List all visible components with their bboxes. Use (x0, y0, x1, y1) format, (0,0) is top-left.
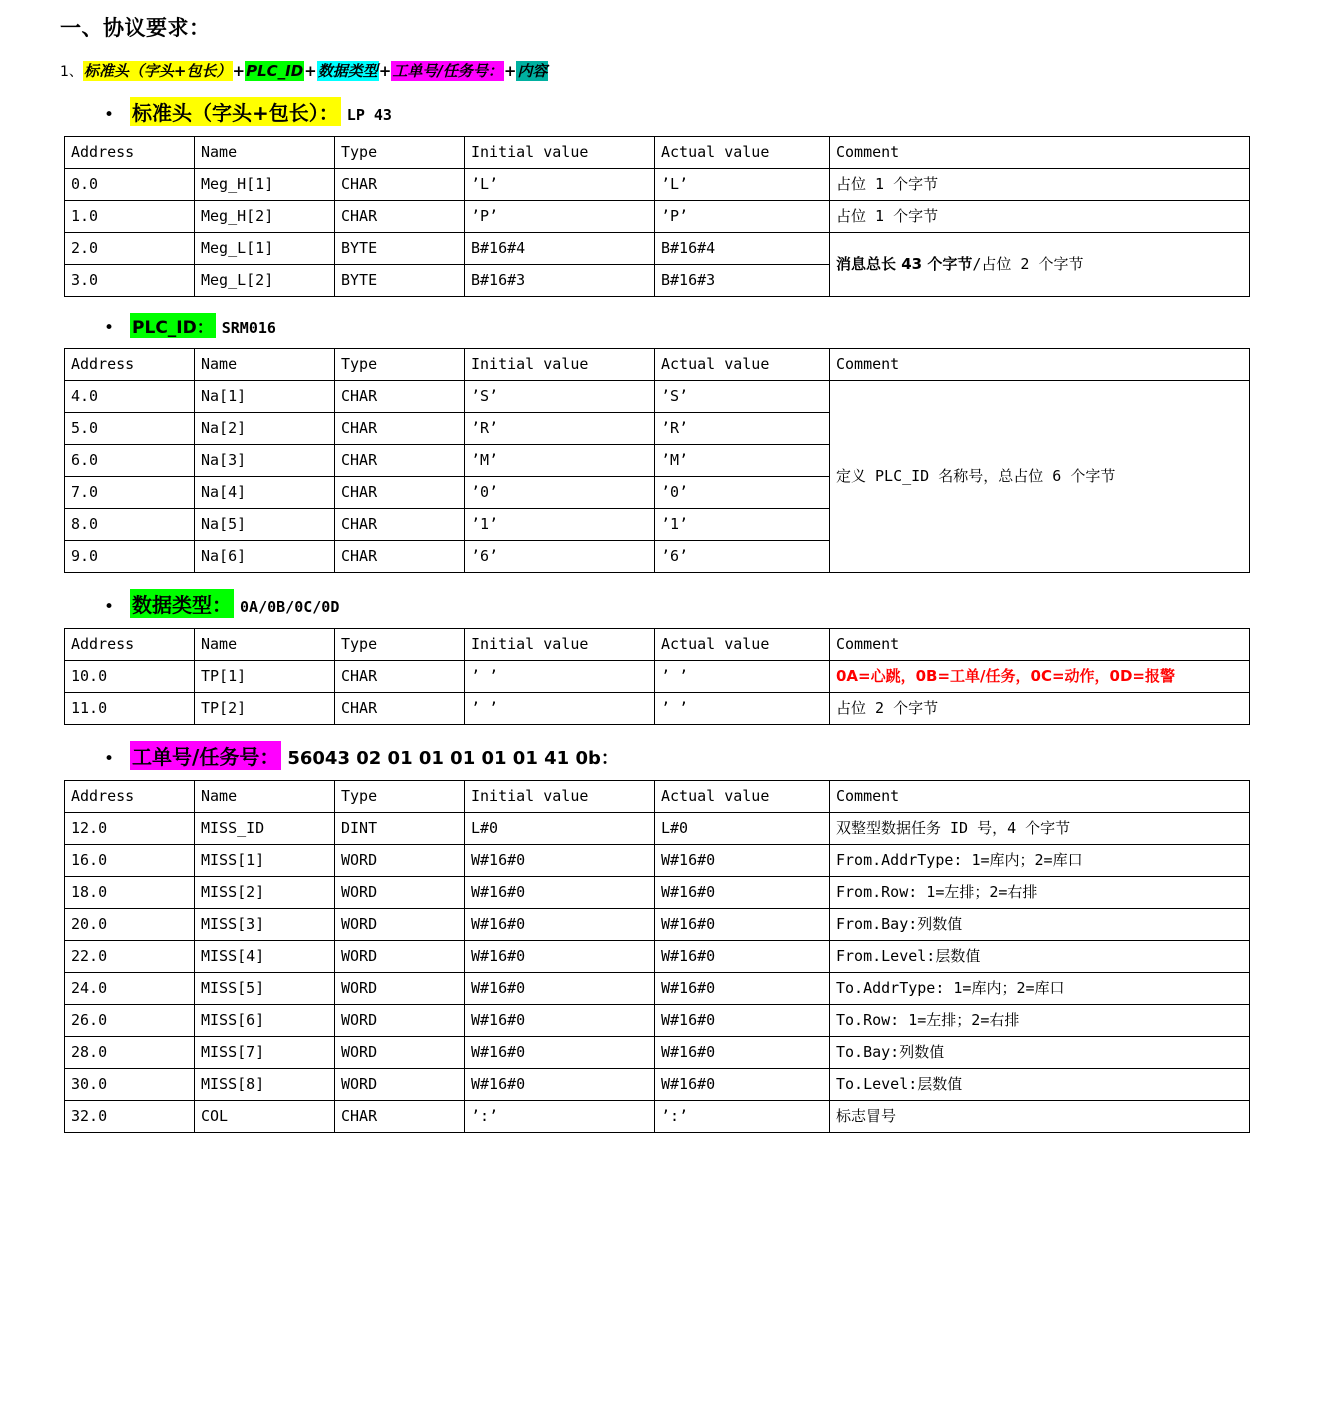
table-row (65, 1101, 1250, 1133)
cell-address: 4.0 (65, 381, 195, 413)
table-row (65, 693, 1250, 725)
col-actual-value: Actual value (655, 629, 830, 661)
plus-2: + (304, 62, 317, 80)
col-address: Address (65, 629, 195, 661)
segment-plc-id: PLC_ID (246, 62, 304, 80)
segment-task-no: 工单号/任务号： (392, 62, 503, 80)
block-heading-plc-id (104, 313, 1292, 338)
table-row (65, 877, 1250, 909)
table-row (65, 845, 1250, 877)
cell-comment: 标志冒号 (830, 1101, 1250, 1133)
cell-address: 6.0 (65, 445, 195, 477)
bullet-icon: • (104, 105, 115, 125)
cell-actual: W#16#0 (655, 877, 830, 909)
cell-initial: ’ ’ (465, 661, 655, 693)
table-task-no-block (64, 780, 1250, 1133)
cell-actual: ’L’ (655, 169, 830, 201)
bullet-icon: • (104, 749, 115, 769)
cell-initial: ’R’ (465, 413, 655, 445)
table-row (65, 381, 1250, 413)
col-address: Address (65, 137, 195, 169)
segment-data-type: 数据类型 (317, 62, 378, 80)
cell-name: Na[1] (195, 381, 335, 413)
plus-3: + (378, 62, 392, 80)
cell-address: 3.0 (65, 265, 195, 297)
cell-address: 0.0 (65, 169, 195, 201)
cell-name: MISS[4] (195, 941, 335, 973)
cell-type: CHAR (335, 477, 465, 509)
block-title-data-type: 数据类型： (130, 589, 234, 618)
col-address: Address (65, 349, 195, 381)
cell-name: MISS[1] (195, 845, 335, 877)
cell-comment: 0A=心跳，0B=工单/任务，0C=动作，0D=报警 (830, 661, 1250, 693)
plus-1: + (232, 62, 246, 80)
cell-actual: ’6’ (655, 541, 830, 573)
list-number: 1、 (60, 64, 83, 80)
cell-actual: ’0’ (655, 477, 830, 509)
cell-address: 28.0 (65, 1037, 195, 1069)
col-actual-value: Actual value (655, 137, 830, 169)
cell-comment: To.Row: 1=左排；2=右排 (830, 1005, 1250, 1037)
cell-initial: W#16#0 (465, 877, 655, 909)
cell-initial: W#16#0 (465, 1069, 655, 1101)
cell-actual: W#16#0 (655, 1005, 830, 1037)
col-initial-value: Initial value (465, 137, 655, 169)
col-initial-value: Initial value (465, 629, 655, 661)
table-header-row (65, 629, 1250, 661)
cell-comment: From.AddrType: 1=库内；2=库口 (830, 845, 1250, 877)
cell-address: 12.0 (65, 813, 195, 845)
cell-initial: L#0 (465, 813, 655, 845)
block-value-header: LP 43 (346, 106, 392, 124)
col-name: Name (195, 781, 335, 813)
col-initial-value: Initial value (465, 781, 655, 813)
cell-actual: W#16#0 (655, 845, 830, 877)
cell-name: Na[3] (195, 445, 335, 477)
cell-actual: W#16#0 (655, 941, 830, 973)
cell-comment: To.Level:层数值 (830, 1069, 1250, 1101)
block-value-data-type: 0A/0B/0C/0D (240, 598, 340, 616)
block-title-plc-id: PLC_ID： (130, 313, 216, 338)
cell-type: CHAR (335, 661, 465, 693)
cell-type: CHAR (335, 445, 465, 477)
col-type: Type (335, 629, 465, 661)
cell-address: 8.0 (65, 509, 195, 541)
col-type: Type (335, 781, 465, 813)
cell-actual: ’ ’ (655, 693, 830, 725)
cell-actual: ’ ’ (655, 661, 830, 693)
cell-type: CHAR (335, 509, 465, 541)
cell-address: 5.0 (65, 413, 195, 445)
col-name: Name (195, 349, 335, 381)
cell-comment: 双整型数据任务 ID 号，4 个字节 (830, 813, 1250, 845)
cell-address: 10.0 (65, 661, 195, 693)
cell-name: Na[6] (195, 541, 335, 573)
segment-content: 内容 (517, 62, 548, 80)
cell-address: 24.0 (65, 973, 195, 1005)
cell-name: Meg_L[1] (195, 233, 335, 265)
protocol-formula (60, 60, 1292, 81)
block-heading-task-no (104, 741, 1292, 770)
cell-actual: L#0 (655, 813, 830, 845)
cell-address: 1.0 (65, 201, 195, 233)
cell-address: 16.0 (65, 845, 195, 877)
cell-name: TP[1] (195, 661, 335, 693)
table-data-type-block (64, 628, 1250, 725)
cell-initial: W#16#0 (465, 909, 655, 941)
cell-actual: W#16#0 (655, 909, 830, 941)
col-comment: Comment (830, 137, 1250, 169)
col-name: Name (195, 137, 335, 169)
cell-comment: From.Level:层数值 (830, 941, 1250, 973)
cell-name: MISS[8] (195, 1069, 335, 1101)
cell-type: DINT (335, 813, 465, 845)
col-type: Type (335, 349, 465, 381)
cell-address: 30.0 (65, 1069, 195, 1101)
cell-type: WORD (335, 909, 465, 941)
table-row (65, 1005, 1250, 1037)
col-actual-value: Actual value (655, 781, 830, 813)
cell-name: MISS[6] (195, 1005, 335, 1037)
table-row (65, 941, 1250, 973)
bullet-icon: • (104, 597, 115, 617)
cell-type: CHAR (335, 381, 465, 413)
cell-actual: B#16#4 (655, 233, 830, 265)
cell-comment: To.AddrType: 1=库内；2=库口 (830, 973, 1250, 1005)
cell-name: MISS_ID (195, 813, 335, 845)
cell-initial: W#16#0 (465, 1005, 655, 1037)
table-row (65, 1069, 1250, 1101)
cell-address: 9.0 (65, 541, 195, 573)
cell-initial: W#16#0 (465, 973, 655, 1005)
table-row (65, 813, 1250, 845)
cell-address: 26.0 (65, 1005, 195, 1037)
cell-comment: 占位 1 个字节 (830, 169, 1250, 201)
table-row (65, 661, 1250, 693)
cell-comment: 占位 2 个字节 (830, 693, 1250, 725)
block-title-task-no: 工单号/任务号： (130, 741, 281, 770)
col-actual-value: Actual value (655, 349, 830, 381)
cell-actual: ’R’ (655, 413, 830, 445)
cell-comment: From.Row: 1=左排；2=右排 (830, 877, 1250, 909)
bullet-icon: • (104, 318, 115, 338)
col-comment: Comment (830, 629, 1250, 661)
cell-address: 32.0 (65, 1101, 195, 1133)
cell-initial: ’ ’ (465, 693, 655, 725)
cell-actual: ’:’ (655, 1101, 830, 1133)
cell-comment: 消息总长 43 个字节/占位 2 个字节 (830, 233, 1250, 297)
page-title: 一、协议要求： (60, 16, 211, 40)
cell-name: TP[2] (195, 693, 335, 725)
block-heading-data-type (104, 589, 1292, 618)
cell-actual: ’P’ (655, 201, 830, 233)
col-type: Type (335, 137, 465, 169)
cell-initial: ’1’ (465, 509, 655, 541)
cell-name: Na[2] (195, 413, 335, 445)
cell-type: CHAR (335, 169, 465, 201)
cell-initial: B#16#4 (465, 233, 655, 265)
cell-actual: W#16#0 (655, 1037, 830, 1069)
cell-actual: ’S’ (655, 381, 830, 413)
cell-type: BYTE (335, 265, 465, 297)
cell-initial: ’M’ (465, 445, 655, 477)
cell-name: COL (195, 1101, 335, 1133)
cell-type: CHAR (335, 1101, 465, 1133)
table-row (65, 169, 1250, 201)
cell-initial: B#16#3 (465, 265, 655, 297)
cell-name: Meg_H[2] (195, 201, 335, 233)
cell-address: 7.0 (65, 477, 195, 509)
cell-type: CHAR (335, 201, 465, 233)
col-address: Address (65, 781, 195, 813)
table-row (65, 1037, 1250, 1069)
table-header-row (65, 781, 1250, 813)
segment-header: 标准头（字头+包长） (83, 62, 232, 80)
cell-comment: 定义 PLC_ID 名称号，总占位 6 个字节 (830, 381, 1250, 573)
col-comment: Comment (830, 781, 1250, 813)
cell-type: WORD (335, 1037, 465, 1069)
cell-type: WORD (335, 941, 465, 973)
cell-type: CHAR (335, 693, 465, 725)
cell-initial: ’0’ (465, 477, 655, 509)
cell-name: Na[5] (195, 509, 335, 541)
cell-initial: ’S’ (465, 381, 655, 413)
block-value-plc-id: SRM016 (221, 319, 276, 337)
table-plc-id-block (64, 348, 1250, 573)
cell-comment: To.Bay:列数值 (830, 1037, 1250, 1069)
cell-initial: W#16#0 (465, 845, 655, 877)
table-row (65, 201, 1250, 233)
cell-type: CHAR (335, 541, 465, 573)
col-name: Name (195, 629, 335, 661)
cell-type: WORD (335, 973, 465, 1005)
cell-type: WORD (335, 845, 465, 877)
cell-type: WORD (335, 1005, 465, 1037)
table-header-row (65, 349, 1250, 381)
cell-type: WORD (335, 877, 465, 909)
cell-actual: B#16#3 (655, 265, 830, 297)
cell-name: Meg_L[2] (195, 265, 335, 297)
cell-address: 2.0 (65, 233, 195, 265)
block-value-task-no: 56043 02 01 01 01 01 01 41 0b： (287, 748, 619, 769)
cell-name: MISS[2] (195, 877, 335, 909)
cell-initial: W#16#0 (465, 941, 655, 973)
table-header-block (64, 136, 1250, 297)
cell-address: 22.0 (65, 941, 195, 973)
cell-type: CHAR (335, 413, 465, 445)
cell-name: MISS[3] (195, 909, 335, 941)
table-row (65, 973, 1250, 1005)
cell-initial: W#16#0 (465, 1037, 655, 1069)
cell-initial: ’:’ (465, 1101, 655, 1133)
cell-actual: ’M’ (655, 445, 830, 477)
cell-type: WORD (335, 1069, 465, 1101)
col-comment: Comment (830, 349, 1250, 381)
cell-address: 11.0 (65, 693, 195, 725)
cell-actual: W#16#0 (655, 973, 830, 1005)
cell-name: Meg_H[1] (195, 169, 335, 201)
cell-initial: ’P’ (465, 201, 655, 233)
cell-name: Na[4] (195, 477, 335, 509)
cell-actual: W#16#0 (655, 1069, 830, 1101)
table-row (65, 233, 1250, 265)
cell-name: MISS[7] (195, 1037, 335, 1069)
table-row (65, 909, 1250, 941)
cell-address: 18.0 (65, 877, 195, 909)
cell-comment: 占位 1 个字节 (830, 201, 1250, 233)
cell-type: BYTE (335, 233, 465, 265)
block-title-header: 标准头（字头+包长）： (130, 97, 341, 126)
block-heading-header (104, 97, 1292, 126)
cell-initial: ’6’ (465, 541, 655, 573)
cell-actual: ’1’ (655, 509, 830, 541)
cell-initial: ’L’ (465, 169, 655, 201)
plus-4: + (503, 62, 517, 80)
col-initial-value: Initial value (465, 349, 655, 381)
cell-name: MISS[5] (195, 973, 335, 1005)
cell-address: 20.0 (65, 909, 195, 941)
cell-comment: From.Bay:列数值 (830, 909, 1250, 941)
table-header-row (65, 137, 1250, 169)
